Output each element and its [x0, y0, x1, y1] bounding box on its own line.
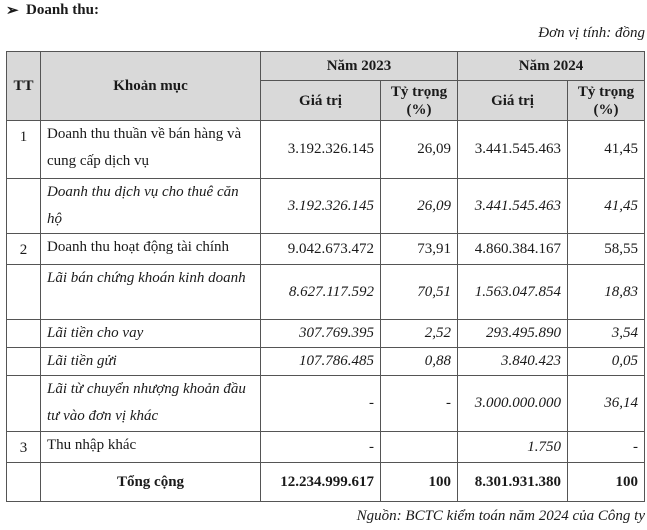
row-value-2023: -: [261, 432, 381, 463]
row-item: Doanh thu hoạt động tài chính: [41, 234, 261, 265]
row-tt: [7, 179, 41, 234]
section-heading: [6, 0, 99, 20]
row-tt: [7, 265, 41, 320]
row-ratio-2023: 2,52: [381, 320, 458, 348]
row-ratio-2024: 18,83: [568, 265, 645, 320]
table-row: [7, 432, 645, 463]
row-ratio-2024: 0,05: [568, 348, 645, 376]
section-title: Doanh thu:: [26, 1, 99, 18]
table-row: [7, 320, 645, 348]
row-ratio-2024: -: [568, 432, 645, 463]
row-item: Thu nhập khác: [41, 432, 261, 463]
row-ratio-2024: 36,14: [568, 376, 645, 432]
header-year-2023: Năm 2023: [261, 52, 458, 81]
row-value-2023: 3.192.326.145: [261, 121, 381, 179]
total-tt: [7, 463, 41, 502]
row-value-2024: 1.563.047.854: [458, 265, 568, 320]
row-item: Doanh thu thuần về bán hàng và cung cấp dịch vụ: [41, 121, 261, 179]
table-row: [7, 121, 645, 179]
row-ratio-2024: 3,54: [568, 320, 645, 348]
row-item: Lãi tiền cho vay: [41, 320, 261, 348]
row-item: Lãi bán chứng khoán kinh doanh: [41, 265, 261, 320]
row-item: Doanh thu dịch vụ cho thuê căn hộ: [41, 179, 261, 234]
row-value-2024: 3.441.545.463: [458, 121, 568, 179]
total-row: [7, 463, 645, 502]
row-ratio-2024: 41,45: [568, 121, 645, 179]
row-ratio-2024: 58,55: [568, 234, 645, 265]
row-item: Lãi từ chuyển nhượng khoản đầu tư vào đơn vị khác: [41, 376, 261, 432]
table-row: [7, 376, 645, 432]
row-value-2023: 3.192.326.145: [261, 179, 381, 234]
total-value-2024: 8.301.931.380: [458, 463, 568, 502]
row-value-2023: 107.786.485: [261, 348, 381, 376]
row-ratio-2023: [381, 432, 458, 463]
row-value-2024: 293.495.890: [458, 320, 568, 348]
row-ratio-2023: 0,88: [381, 348, 458, 376]
row-value-2024: 3.840.423: [458, 348, 568, 376]
header-item: Khoản mục: [41, 52, 261, 121]
row-ratio-2023: 73,91: [381, 234, 458, 265]
revenue-table: [6, 51, 645, 502]
row-value-2024: 3.441.545.463: [458, 179, 568, 234]
table-row: [7, 234, 645, 265]
ratio-unit: (%): [406, 101, 432, 118]
row-ratio-2023: 26,09: [381, 121, 458, 179]
arrow-bullet-icon: ➢: [6, 2, 19, 19]
row-tt: [7, 348, 41, 376]
total-value-2023: 12.234.999.617: [261, 463, 381, 502]
header-year-2024: Năm 2024: [458, 52, 645, 81]
total-label: Tổng cộng: [41, 463, 261, 502]
row-value-2024: 4.860.384.167: [458, 234, 568, 265]
row-item: Lãi tiền gửi: [41, 348, 261, 376]
row-tt: [7, 320, 41, 348]
row-tt: 1: [7, 121, 41, 179]
row-ratio-2023: 70,51: [381, 265, 458, 320]
table-row: [7, 348, 645, 376]
row-value-2024: 1.750: [458, 432, 568, 463]
header-ratio-2024: [568, 81, 645, 121]
total-ratio-2024: 100: [568, 463, 645, 502]
row-value-2023: 8.627.117.592: [261, 265, 381, 320]
table-row: [7, 179, 645, 234]
row-value-2024: 3.000.000.000: [458, 376, 568, 432]
ratio-label: Tỷ trọng: [390, 83, 448, 100]
ratio-label: Tỷ trọng: [577, 83, 635, 100]
row-tt: [7, 376, 41, 432]
ratio-unit: (%): [593, 101, 619, 118]
row-value-2023: 9.042.673.472: [261, 234, 381, 265]
row-value-2023: -: [261, 376, 381, 432]
source-note: Nguồn: BCTC kiểm toán năm 2024 của Công ty: [356, 508, 645, 524]
row-ratio-2023: 26,09: [381, 179, 458, 234]
row-tt: 3: [7, 432, 41, 463]
row-ratio-2024: 41,45: [568, 179, 645, 234]
header-value-2024: Giá trị: [458, 81, 568, 121]
header-value-2023: Giá trị: [261, 81, 381, 121]
row-ratio-2023: -: [381, 376, 458, 432]
header-tt: TT: [7, 52, 41, 121]
row-value-2023: 307.769.395: [261, 320, 381, 348]
total-ratio-2023: 100: [381, 463, 458, 502]
row-tt: 2: [7, 234, 41, 265]
header-ratio-2023: [381, 81, 458, 121]
unit-note: Đơn vị tính: đồng: [538, 25, 645, 41]
table-row: [7, 265, 645, 320]
